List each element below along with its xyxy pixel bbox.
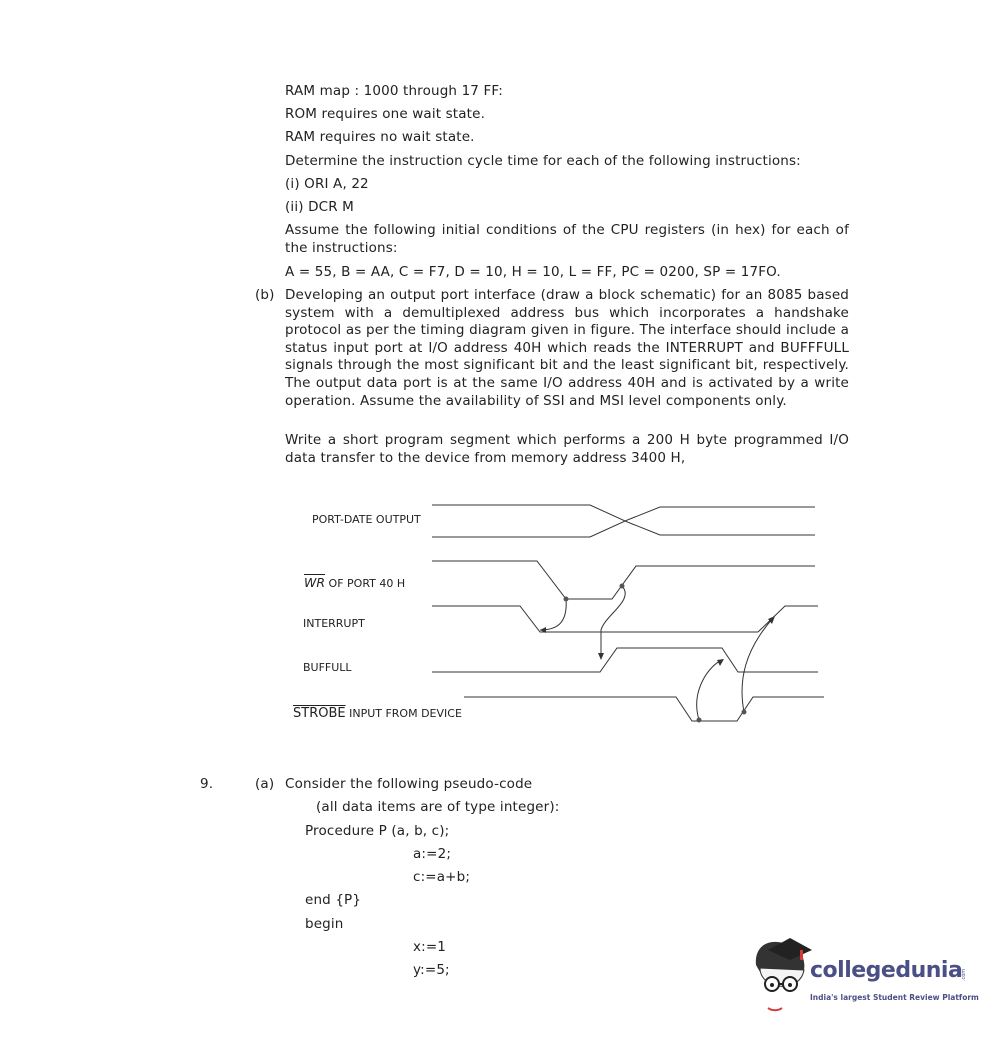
code-x-assign: x:=1: [413, 939, 447, 955]
code-c-assign: c:=a+b;: [413, 869, 471, 885]
logo-com-suffix: .com: [961, 968, 968, 982]
part-b-label: (b): [255, 287, 275, 303]
code-a-assign: a:=2;: [413, 846, 452, 862]
wr-bar-text: $\overline{WR}$: [304, 575, 326, 590]
buffull-label: BUFFULL: [303, 661, 352, 674]
interrupt-label: INTERRUPT: [303, 617, 365, 630]
code-y-assign: y:=5;: [413, 962, 450, 978]
question-part-label: (a): [255, 776, 275, 792]
question-note: (all data items are of type integer):: [316, 799, 560, 815]
instruction-2: (ii) DCR M: [285, 199, 354, 215]
code-end: end {P}: [305, 892, 362, 908]
register-values: A = 55, B = AA, C = F7, D = 10, H = 10, L = FF, PC = 0200, SP = 17FO.: [285, 264, 781, 280]
determine-line: Determine the instruction cycle time for each of the following instructions:: [285, 153, 801, 169]
strobe-bar-text: STROBE: [293, 706, 346, 721]
logo-tagline: India's largest Student Review Platform: [810, 993, 979, 1002]
ram-wait-line: RAM requires no wait state.: [285, 129, 475, 145]
question-intro: Consider the following pseudo-code: [285, 776, 533, 792]
strobe-rest-text: INPUT FROM DEVICE: [345, 707, 462, 720]
wr-rest-text: OF PORT 40 H: [325, 577, 406, 590]
code-begin: begin: [305, 916, 344, 932]
port-data-label: PORT-DATE OUTPUT: [312, 513, 421, 526]
assume-paragraph: Assume the following initial conditions of the CPU registers (in hex) for each of the instructions:: [285, 222, 849, 256]
part-b-paragraph: Developing an output port interface (draw a block schematic) for an 8085 based system with a demultiplexed address bus which incorporates a handshake protocol as per the timing diagram given in figure. The interface should include a status input port at I/O address 40H which reads the INTERRUPT and BUFFFULL signals through the most significant bit and the least significant bit, respectively. The output data port is at the same I/O address 40H and is activated by a write operation. Assume the availability of SSI and MSI level components only.: [285, 287, 849, 409]
logo-wordmark: collegedunia: [810, 958, 963, 983]
question-number: 9.: [200, 776, 214, 792]
rom-wait-line: ROM requires one wait state.: [285, 106, 486, 122]
ram-map-line: RAM map : 1000 through 17 FF:: [285, 83, 503, 99]
instruction-1: (i) ORI A, 22: [285, 176, 369, 192]
program-paragraph: Write a short program segment which performs a 200 H byte programmed I/O data transfer to the device from memory address 3400 H,: [285, 432, 849, 466]
code-procedure: Procedure P (a, b, c);: [305, 823, 450, 839]
